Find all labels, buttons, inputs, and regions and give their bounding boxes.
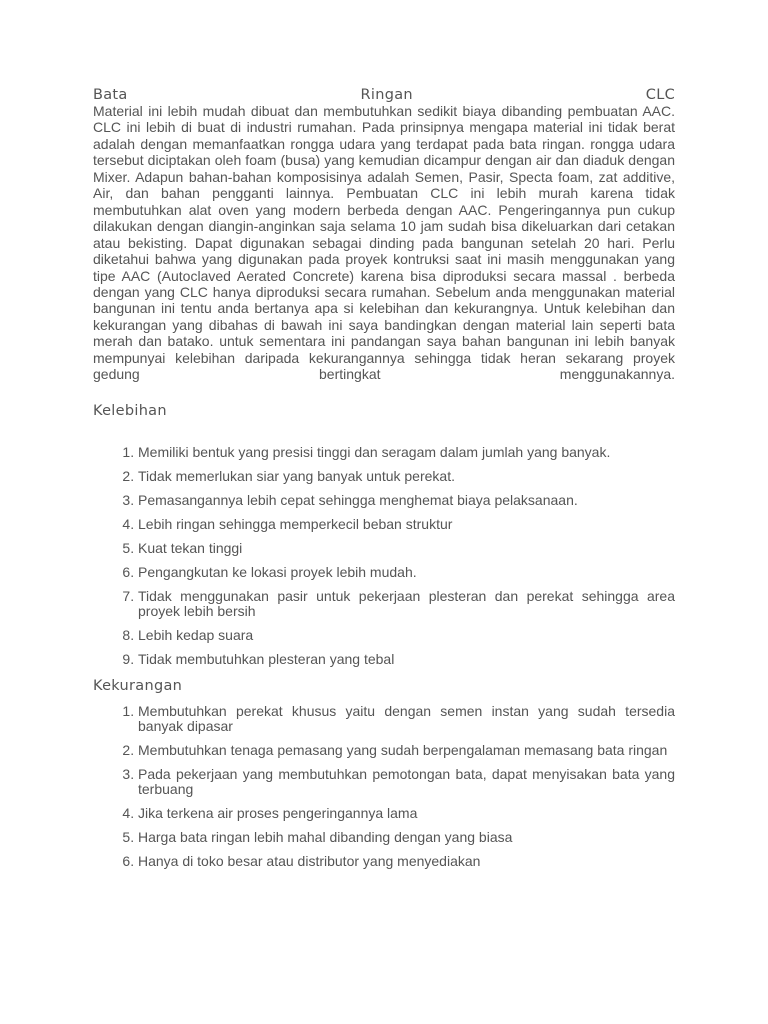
list-item: 7. Tidak menggunakan pasir untuk pekerjaan plesteran dan perekat sehingga area proyek lebih bersih <box>138 589 675 619</box>
list-item: 1. Memiliki bentuk yang presisi tinggi dan seragam dalam jumlah yang banyak. <box>138 445 675 460</box>
list-item: 2. Membutuhkan tenaga pemasang yang sudah berpengalaman memasang bata ringan <box>138 743 675 758</box>
title-word-2: Ringan <box>360 87 413 103</box>
list-item: 6. Hanya di toko besar atau distributor yang menyediakan <box>138 854 675 869</box>
title-word-1: Bata <box>93 87 128 103</box>
list-item: 9. Tidak membutuhkan plesteran yang tebal <box>138 652 675 667</box>
heading-kelebihan: Kelebihan <box>93 402 167 419</box>
list-kelebihan <box>93 445 675 667</box>
list-item: 4. Lebih ringan sehingga memperkecil beban struktur <box>138 517 675 532</box>
title-word-3: CLC <box>645 87 675 103</box>
heading-kekurangan: Kekurangan <box>93 677 183 694</box>
list-item: 5. Harga bata ringan lebih mahal dibanding dengan yang biasa <box>138 830 675 845</box>
list-item: 5. Kuat tekan tinggi <box>138 541 675 556</box>
list-item: 8. Lebih kedap suara <box>138 628 675 643</box>
list-item: 1. Membutuhkan perekat khusus yaitu dengan semen instan yang sudah tersedia banyak dipasar <box>138 704 675 734</box>
list-kekurangan <box>93 704 675 869</box>
list-item: 3. Pemasangannya lebih cepat sehingga menghemat biaya pelaksanaan. <box>138 493 675 508</box>
document-page <box>93 88 675 878</box>
list-item: 3. Pada pekerjaan yang membutuhkan pemotongan bata, dapat menyisakan bata yang terbuang <box>138 767 675 797</box>
list-item: 2. Tidak memerlukan siar yang banyak untuk perekat. <box>138 469 675 484</box>
document-title <box>93 88 675 103</box>
list-item: 6. Pengangkutan ke lokasi proyek lebih mudah. <box>138 565 675 580</box>
list-item: 4. Jika terkena air proses pengeringannya lama <box>138 806 675 821</box>
intro-paragraph: Material ini lebih mudah dibuat dan membutuhkan sedikit biaya dibanding pembuatan AAC. CLC ini lebih di buat di industri rumahan. Pada prinsipnya mengapa material ini tidak berat adalah dengan memanfaatkan rongga udara yang terdapat pada bata ringan. rongga udara tersebut diciptakan oleh foam (busa) yang kemudian dicampur dengan air dan diaduk dengan Mixer. Adapun bahan-bahan komposisinya adalah Semen, Pasir, Specta foam, zat additive, Air, dan bahan pengganti lainnya. Pembuatan CLC ini lebih murah karena tidak membutuhkan alat oven yang modern berbeda dengan AAC. Pengeringannya pun cukup dilakukan dengan diangin-anginkan saja selama 10 jam sudah bisa dikeluarkan dari cetakan atau bekisting. Dapat digunakan sebagai dinding pada bangunan setelah 20 hari. Perlu diketahui bahwa yang digunakan pada proyek kontruksi saat ini masih menggunakan yang tipe AAC (Autoclaved Aerated Concrete) karena bisa diproduksi secara massal . berbeda dengan yang CLC hanya diproduksi secara rumahan. Sebelum anda menggunakan material bangunan ini tentu anda bertanya apa si kelebihan dan kekurangnya. Untuk kelebihan dan kekurangan yang dibahas di bawah ini saya bandingkan dengan material lain seperti bata merah dan batako. untuk sementara ini pandangan saya bahan bangunan ini lebih banyak mempunyai kelebihan daripada kekurangannya sehingga tidak heran sekarang proyek gedung bertingkat menggunakannya. <box>93 103 675 383</box>
